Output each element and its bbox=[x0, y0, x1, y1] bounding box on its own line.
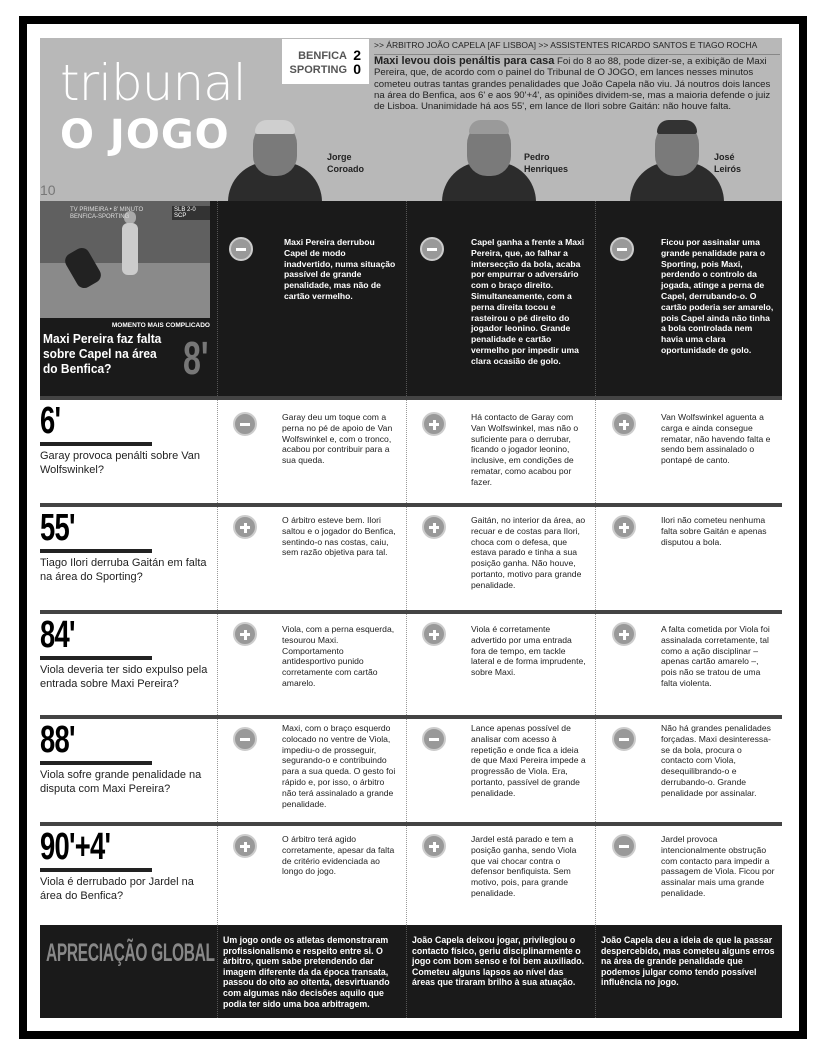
verdict-coroado: Maxi Pereira derrubou Capel de modo inadvertido, numa situação passível de grande penalidade, mas não de cartão vermelho. bbox=[284, 237, 396, 301]
verdict-leiros: Ficou por assinalar uma grande penalidade para o Sporting, pois Maxi, perdendo o controlo da jogada, atinge a perna de Capel, derrubando-o. O cartão poderia ser amarelo, pois Capel ainda não tinha a bola controlada nem havia uma clara oportunidade de golo. bbox=[661, 237, 774, 355]
minus-icon bbox=[420, 237, 444, 261]
verdict-henriques: Viola é corretamente advertido por uma entrada fora de tempo, em tackle lateral e de forma imprudente, sobre Maxi. bbox=[471, 624, 586, 678]
lance-question: Tiago Ilori derruba Gaitán em falta na área do Sporting? bbox=[40, 557, 207, 583]
verdict-henriques: Há contacto de Garay com Van Wolfswinkel, mas não o suficiente para o derrubar, ficando o jogador leonino, inclusive, em condições de rematar, como acabou por fazer. bbox=[471, 412, 579, 487]
panelist-photo-3 bbox=[630, 120, 724, 201]
score-box bbox=[282, 39, 369, 84]
panelist-name-1: Jorge Coroado bbox=[327, 152, 364, 174]
verdict-henriques: Capel ganha a frente a Maxi Pereira, que, ao falhar a intersecção da bola, acaba por empurrar o adversário com o braço direito. Simultaneamente, com a perna direita tocou e rasteirou o pé direito do jogador leonino. Grande penalidade e cartão vermelho por impedir uma clara ocasião de golo. bbox=[471, 237, 585, 366]
plus-icon bbox=[233, 622, 257, 646]
panelist-photo-2 bbox=[442, 120, 536, 201]
verdict-coroado: Maxi, com o braço esquerdo colocado no ventre de Viola, impediu-o de prosseguir, segurando-o e contribuindo para a sua queda. O gesto foi rápido e, por isso, o árbitro não terá assinalado a grande penalidade. bbox=[282, 723, 396, 809]
away-goals: 0 bbox=[353, 61, 361, 77]
photo-overlay: TV PRIMEIRA • 8' MINUTO BENFICA-SPORTING bbox=[70, 207, 144, 220]
global-title: APRECIAÇÃO GLOBAL bbox=[46, 939, 215, 967]
plus-icon bbox=[233, 834, 257, 858]
photo-score-badge: SLB 2-0 SCP bbox=[172, 206, 210, 220]
lance-row-6 bbox=[40, 396, 782, 503]
plus-icon bbox=[422, 515, 446, 539]
home-goals: 2 bbox=[353, 47, 361, 63]
minus-icon bbox=[233, 727, 257, 751]
verdict-coroado: Garay deu um toque com a perna no pé de apoio de Van Wolfswinkel e, com o tronco, acabou por contribuir para a sua queda. bbox=[282, 412, 393, 466]
verdict-leiros: Jardel provoca intencionalmente obstrução com contacto para impedir a passagem de Viola. Ficou por assinalar mais uma grande penalidade. bbox=[661, 834, 775, 898]
header bbox=[40, 38, 782, 201]
verdict-leiros: A falta cometida por Viola foi assinalada corretamente, tal como a ação disciplinar – apenas cartão amarelo –, pois não se tratou de uma falta violenta. bbox=[661, 624, 770, 688]
verdict-henriques: Gaitán, no interior da área, ao recuar e de costas para Ilori, choca com o defesa, que estava parado e tinha a sua posição ganha. Não houve, portanto, motivo para grande penalidade. bbox=[471, 515, 586, 590]
global-appraisal bbox=[40, 925, 782, 1018]
minus-icon bbox=[422, 727, 446, 751]
minus-icon bbox=[612, 834, 636, 858]
lance-question: Viola é derrubado por Jardel na área do Benfica? bbox=[40, 876, 194, 902]
plus-icon bbox=[422, 412, 446, 436]
minus-icon bbox=[612, 727, 636, 751]
minus-icon bbox=[610, 237, 634, 261]
plus-icon bbox=[612, 515, 636, 539]
verdict-leiros: Ilori não cometeu nenhuma falta sobre Gaitán e apenas disputou a bola. bbox=[661, 515, 767, 547]
plus-icon bbox=[422, 622, 446, 646]
minus-icon bbox=[229, 237, 253, 261]
intro-headline: Maxi levou dois penáltis para casa bbox=[374, 55, 555, 67]
featured-minute: 8' bbox=[183, 332, 209, 384]
verdict-coroado: Viola, com a perna esquerda, tesourou Maxi. Comportamento antidesportivo punido corretamente com cartão amarelo. bbox=[282, 624, 395, 688]
referee-line: >> ÁRBITRO JOÃO CAPELA [AF LISBOA] >> ASSISTENTES RICARDO SANTOS E TIAGO ROCHA bbox=[374, 40, 780, 55]
minute-label: 55' bbox=[40, 507, 75, 549]
logo-tribunal: tribunal bbox=[60, 54, 246, 112]
panelist-name-2: Pedro Henriques bbox=[524, 152, 569, 174]
minute-label: 84' bbox=[40, 614, 75, 656]
intro bbox=[374, 56, 778, 112]
plus-icon bbox=[422, 834, 446, 858]
minute-label: 6' bbox=[40, 400, 61, 442]
lance-row-90-4 bbox=[40, 822, 782, 925]
featured-question: Maxi Pereira faz falta sobre Capel na área do Benfica? bbox=[43, 331, 162, 376]
away-team: SPORTING bbox=[289, 64, 347, 76]
plus-icon bbox=[612, 622, 636, 646]
global-leiros: João Capela deu a ideia de que Ia passar despercebido, mas cometeu alguns erros na área de grande penalidade que podemos julgar como tendo possível influência no jogo. bbox=[601, 935, 775, 988]
page-number: 10 bbox=[40, 182, 56, 198]
panelist-photo-1 bbox=[228, 120, 322, 201]
panelist-name-3: José Leirós bbox=[714, 152, 742, 174]
verdict-henriques: Jardel está parado e tem a posição ganha, sendo Viola que vai chocar contra o defensor benfiquista. Sem motivo, pois, para grande penalidade. bbox=[471, 834, 577, 898]
global-henriques: João Capela deixou jogar, privilegiou o contacto físico, geriu disciplinarmente o jogo com bom senso e foi bem auxiliado. Cometeu alguns lapsos ao nível das áreas que tiraram brilho à sua atuação. bbox=[412, 935, 585, 988]
minute-label: 88' bbox=[40, 719, 75, 761]
logo-o-jogo: O JOGO bbox=[60, 112, 230, 158]
minus-icon bbox=[233, 412, 257, 436]
plus-icon bbox=[612, 412, 636, 436]
lance-question: Viola sofre grande penalidade na disputa com Maxi Pereira? bbox=[40, 769, 202, 795]
lance-question: Garay provoca penálti sobre Van Wolfswinkel? bbox=[40, 450, 200, 476]
lance-row-84 bbox=[40, 610, 782, 715]
minute-label: 90'+4' bbox=[40, 826, 111, 868]
verdict-coroado: O árbitro terá agido corretamente, apesar da falta de critério evidenciada ao longo do jogo. bbox=[282, 834, 395, 877]
intro-text: Foi do 8 ao 88, pode dizer-se, a exibição de Maxi Pereira, que, de acordo com o painel do Tribunal de O JOGO, em lances nesses minutos cometeu outras tantas grandes penalidades que João Capela não viu. Já noutros dois lances na área do Benfica, aos 6' e aos 90'+4', as opiniões dividem-se, mas a maioria defende o juiz de Lisboa. Unanimidade há aos 55', em lance de Ilori sobre Gaitán: não houve falta. bbox=[374, 56, 771, 113]
verdict-leiros: Van Wolfswinkel aguenta a carga e ainda consegue rematar, não havendo falta e sendo bem assinalado o pontapé de canto. bbox=[661, 412, 771, 466]
verdict-henriques: Lance apenas possível de analisar com acesso à repetição e onde fica a ideia de que Maxi Pereira impede a progressão de Viola. Era, portanto, passível de grande penalidade. bbox=[471, 723, 586, 798]
lance-question: Viola deveria ter sido expulso pela entrada sobre Maxi Pereira? bbox=[40, 664, 208, 690]
verdict-leiros: Não há grandes penalidades forçadas. Maxi desinteressa-se da bola, procura o contacto com Viola, desequilibrando-o e derrubando-o. Grande penalidade por assinalar. bbox=[661, 723, 771, 798]
home-team: BENFICA bbox=[298, 50, 347, 62]
plus-icon bbox=[233, 515, 257, 539]
match-photo bbox=[40, 201, 210, 318]
featured-lance bbox=[40, 201, 782, 396]
lance-row-55 bbox=[40, 503, 782, 610]
global-coroado: Um jogo onde os atletas demonstraram profissionalismo e respeito entre si. O árbitro, quem sabe pretendendo dar imagem diferente da da época transata, passou do oito ao oitenta, desvirtuando com algumas não decisões aquilo que podia ter sido uma boa arbitragem. bbox=[223, 935, 390, 1009]
photo-caption: MOMENTO MAIS COMPLICADO bbox=[111, 322, 210, 329]
verdict-coroado: O árbitro esteve bem. Ilori saltou e o jogador do Benfica, sentindo-o nas costas, caiu, sem razão objetiva para tal. bbox=[282, 515, 396, 558]
lance-row-88 bbox=[40, 715, 782, 822]
